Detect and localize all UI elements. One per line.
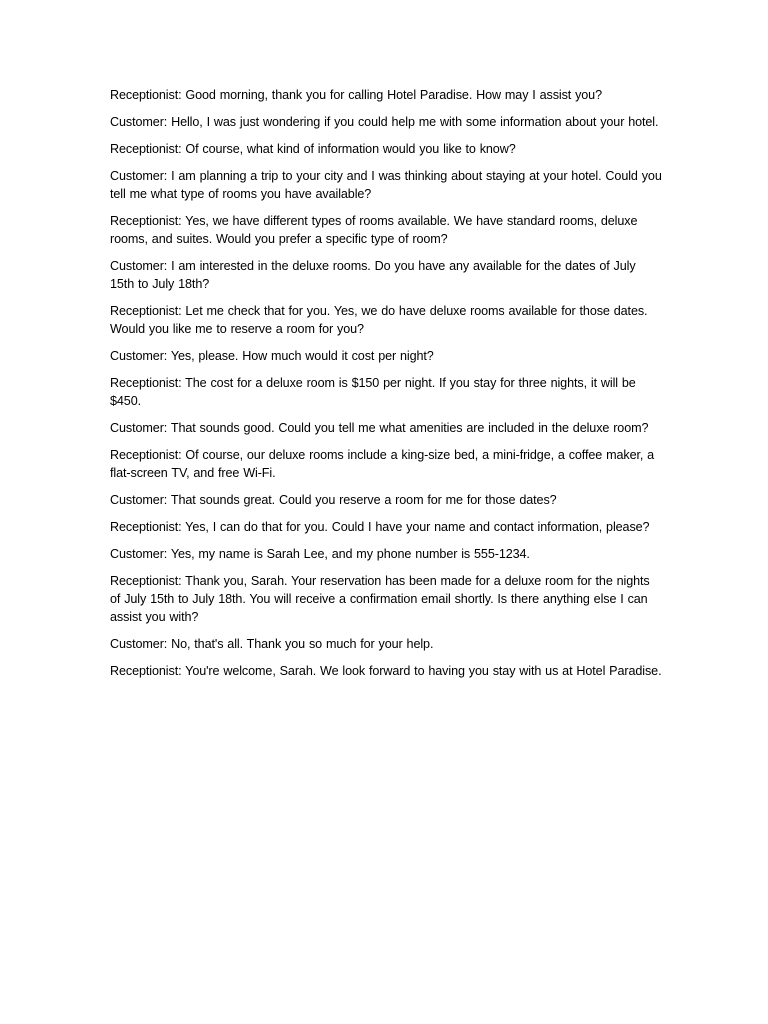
dialogue-line: Customer: Hello, I was just wondering if you could help me with some information about your hotel. [110, 115, 659, 129]
dialogue-line: Customer: Yes, please. How much would it cost per night? [110, 349, 434, 363]
dialogue-line: Receptionist: Of course, what kind of information would you like to know? [110, 142, 516, 156]
dialogue-line: Receptionist: Let me check that for you. Yes, we do have deluxe rooms available for those dates. Would you like me to reserve a room for you? [110, 304, 648, 336]
dialogue-line: Receptionist: The cost for a deluxe room is $150 per night. If you stay for three nights, it will be $450. [110, 376, 636, 408]
dialogue-line: Customer: No, that's all. Thank you so much for your help. [110, 637, 434, 651]
dialogue-line: Customer: That sounds great. Could you reserve a room for me for those dates? [110, 493, 557, 507]
dialogue-line: Receptionist: Thank you, Sarah. Your reservation has been made for a deluxe room for the nights of July 15th to July 18th. You will receive a confirmation email shortly. Is there anything else I can assist you with? [110, 574, 650, 624]
dialogue-line: Receptionist: Of course, our deluxe rooms include a king-size bed, a mini-fridge, a coffee maker, a flat-screen TV, and free Wi-Fi. [110, 448, 655, 480]
dialogue-line: Customer: I am interested in the deluxe rooms. Do you have any available for the dates of July 15th to July 18th? [110, 259, 636, 291]
dialogue-line: Receptionist: You're welcome, Sarah. We look forward to having you stay with us at Hotel Paradise. [110, 664, 662, 678]
dialogue-line: Customer: I am planning a trip to your city and I was thinking about staying at your hotel. Could you tell me what type of rooms you have available? [110, 169, 662, 201]
dialogue-line: Receptionist: Yes, we have different types of rooms available. We have standard rooms, deluxe rooms, and suites. Would you prefer a specific type of room? [110, 214, 638, 246]
document-page [110, 86, 662, 689]
dialogue-line: Receptionist: Good morning, thank you for calling Hotel Paradise. How may I assist you? [110, 88, 602, 102]
dialogue-line: Customer: Yes, my name is Sarah Lee, and my phone number is 555-1234. [110, 547, 530, 561]
dialogue-line: Receptionist: Yes, I can do that for you. Could I have your name and contact information, please? [110, 520, 650, 534]
dialogue-line: Customer: That sounds good. Could you tell me what amenities are included in the deluxe room? [110, 421, 649, 435]
